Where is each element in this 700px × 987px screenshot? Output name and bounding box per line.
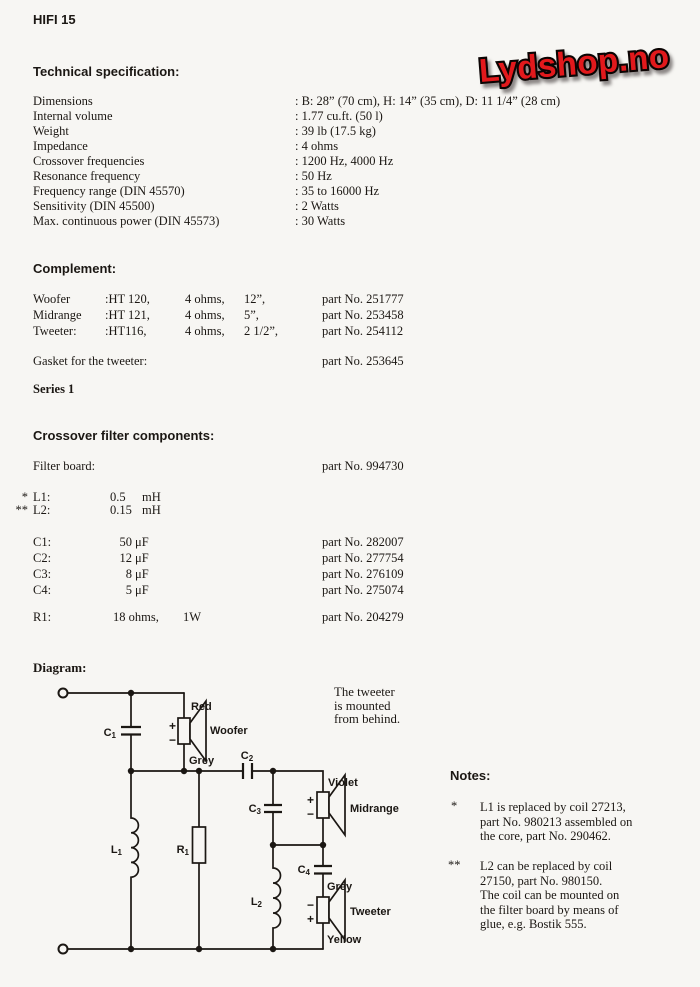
footnote-mark: ** [448, 858, 461, 872]
spec-label: Resonance frequency [33, 169, 141, 183]
driver-part-number: part No. 253458 [322, 308, 404, 322]
component-value: 0.5 [110, 490, 126, 504]
driver-model: :HT 120, [105, 292, 150, 306]
spec-value: : 4 ohms [295, 139, 339, 153]
driver-model: :HT 121, [105, 308, 150, 322]
component-unit: μF [135, 551, 149, 565]
diagram-heading: Diagram: [33, 660, 87, 675]
midrange-plus-sign: + [306, 793, 314, 807]
label-red-wire: Red [191, 701, 212, 713]
component-power: 1W [183, 610, 202, 624]
tweeter-mount-note-line: The tweeter [334, 685, 395, 699]
capacitor-c2-icon [243, 763, 252, 779]
spec-label: Frequency range (DIN 45570) [33, 184, 185, 198]
label-c2: C2 [240, 750, 254, 763]
input-terminal-bottom-icon [59, 945, 68, 954]
spec-value: : 1.77 cu.ft. (50 l) [295, 109, 383, 123]
label-r1: R1 [176, 844, 189, 857]
driver-part-number: part No. 251777 [322, 292, 404, 306]
tweeter-mount-note-line: is mounted [334, 698, 391, 713]
driver-size: 5”, [244, 308, 259, 322]
gasket-label: Gasket for the tweeter: [33, 354, 148, 368]
brand-logo-text: Lydshop.no [477, 37, 671, 89]
resistor-r1-icon [193, 771, 206, 949]
component-label: C3: [33, 567, 52, 581]
note-line: the filter board by means of [480, 902, 619, 917]
inductor-l2-icon [273, 845, 281, 949]
spec-value: : 1200 Hz, 4000 Hz [295, 154, 394, 168]
woofer-plus-sign: + [168, 719, 176, 733]
midrange-minus-sign: − [306, 807, 314, 821]
tweeter-mount-note-line: from behind. [334, 712, 401, 726]
note-line: L2 can be replaced by coil [480, 859, 613, 873]
component-part-number: part No. 277754 [322, 551, 404, 565]
note-item [480, 859, 619, 932]
filter-board-part-number: part No. 994730 [322, 459, 404, 473]
capacitor-c1-icon [121, 693, 141, 771]
spec-label: Dimensions [33, 94, 93, 108]
mid-rail-right-wire [252, 771, 323, 792]
note-line: 27150, part No. 980150. [480, 873, 603, 888]
component-unit: μF [135, 535, 149, 549]
driver-part-number: part No. 254112 [322, 324, 404, 338]
component-label: C1: [33, 535, 52, 549]
component-value: 18 ohms, [113, 610, 159, 624]
tech-spec-heading: Technical specification: [33, 64, 180, 79]
component-part-number: part No. 275074 [322, 583, 404, 597]
driver-name: Midrange [33, 308, 82, 322]
driver-model: :HT116, [105, 324, 147, 338]
inductor-l1-icon [131, 771, 138, 949]
note-item [480, 800, 632, 844]
component-unit: mH [142, 503, 161, 517]
tweeter-minus-sign: − [306, 898, 314, 912]
spec-value: : 2 Watts [295, 199, 339, 213]
crossover-heading: Crossover filter components: [33, 428, 215, 443]
spec-label: Crossover frequencies [33, 154, 145, 168]
component-value: 8 [125, 567, 132, 581]
driver-name: Tweeter: [33, 324, 77, 338]
spec-value: : B: 28” (70 cm), H: 14” (35 cm), D: 11 1/4” (28 cm) [295, 94, 561, 108]
component-label: C4: [33, 583, 52, 597]
component-part-number: part No. 276109 [322, 567, 404, 581]
notes-heading: Notes: [450, 768, 491, 783]
component-label: L2: [33, 503, 51, 517]
footnote-mark: * [451, 799, 458, 813]
spec-value: : 35 to 16000 Hz [295, 184, 380, 198]
driver-size: 12”, [244, 292, 266, 306]
component-part-number: part No. 204279 [322, 610, 404, 624]
component-value: 5 [125, 583, 132, 597]
label-c1: C1 [103, 727, 116, 740]
page-title: HIFI 15 [33, 12, 76, 27]
input-terminal-top-icon [59, 689, 68, 698]
driver-impedance: 4 ohms, [185, 324, 225, 338]
note-line: the core, part No. 290462. [480, 829, 611, 843]
label-grey-wire-woofer: Grey [189, 755, 215, 767]
footnote-mark: ** [15, 503, 28, 517]
component-unit: mH [142, 490, 161, 504]
footnote-mark: * [21, 490, 28, 504]
note-line: part No. 980213 assembled on [480, 814, 633, 829]
label-c3: C3 [248, 803, 261, 816]
driver-impedance: 4 ohms, [185, 308, 225, 322]
label-c4: C4 [297, 864, 310, 877]
driver-size: 2 1/2”, [244, 324, 279, 338]
component-part-number: part No. 282007 [322, 535, 404, 549]
note-line: L1 is replaced by coil 27213, [480, 800, 626, 814]
spec-label: Max. continuous power (DIN 45573) [33, 214, 220, 228]
label-l2: L2 [250, 896, 262, 909]
spec-value: : 50 Hz [295, 169, 332, 183]
gasket-part-number: part No. 253645 [322, 354, 404, 368]
component-label: R1: [33, 610, 52, 624]
component-value: 12 [119, 551, 132, 565]
note-line: glue, e.g. Bostik 555. [480, 917, 587, 931]
component-value: 0.15 [110, 503, 132, 517]
component-unit: μF [135, 567, 149, 581]
spec-label: Internal volume [33, 109, 113, 123]
spec-label: Weight [33, 124, 69, 138]
spec-label: Sensitivity (DIN 45500) [33, 199, 155, 213]
driver-name: Woofer [33, 292, 71, 306]
label-yellow-wire: Yellow [327, 934, 362, 946]
label-grey-wire-tweeter: Grey [327, 881, 353, 893]
capacitor-c3-icon [264, 771, 282, 845]
label-midrange: Midrange [350, 803, 399, 815]
filter-board-label: Filter board: [33, 459, 96, 473]
label-tweeter: Tweeter [350, 906, 391, 918]
label-l1: L1 [110, 844, 122, 857]
label-woofer: Woofer [210, 725, 248, 737]
label-violet-wire: Violet [328, 777, 358, 789]
note-line: The coil can be mounted on [480, 888, 620, 902]
complement-heading: Complement: [33, 261, 117, 276]
component-label: C2: [33, 551, 52, 565]
component-label: L1: [33, 490, 51, 504]
spec-value: : 39 lb (17.5 kg) [295, 124, 376, 138]
spec-label: Impedance [33, 139, 88, 153]
component-unit: μF [135, 583, 149, 597]
woofer-minus-sign: − [168, 733, 176, 747]
tweeter-plus-sign: + [306, 912, 314, 926]
component-value: 50 [119, 535, 132, 549]
driver-impedance: 4 ohms, [185, 292, 225, 306]
series-label: Series 1 [33, 382, 75, 396]
spec-value: : 30 Watts [295, 214, 346, 228]
